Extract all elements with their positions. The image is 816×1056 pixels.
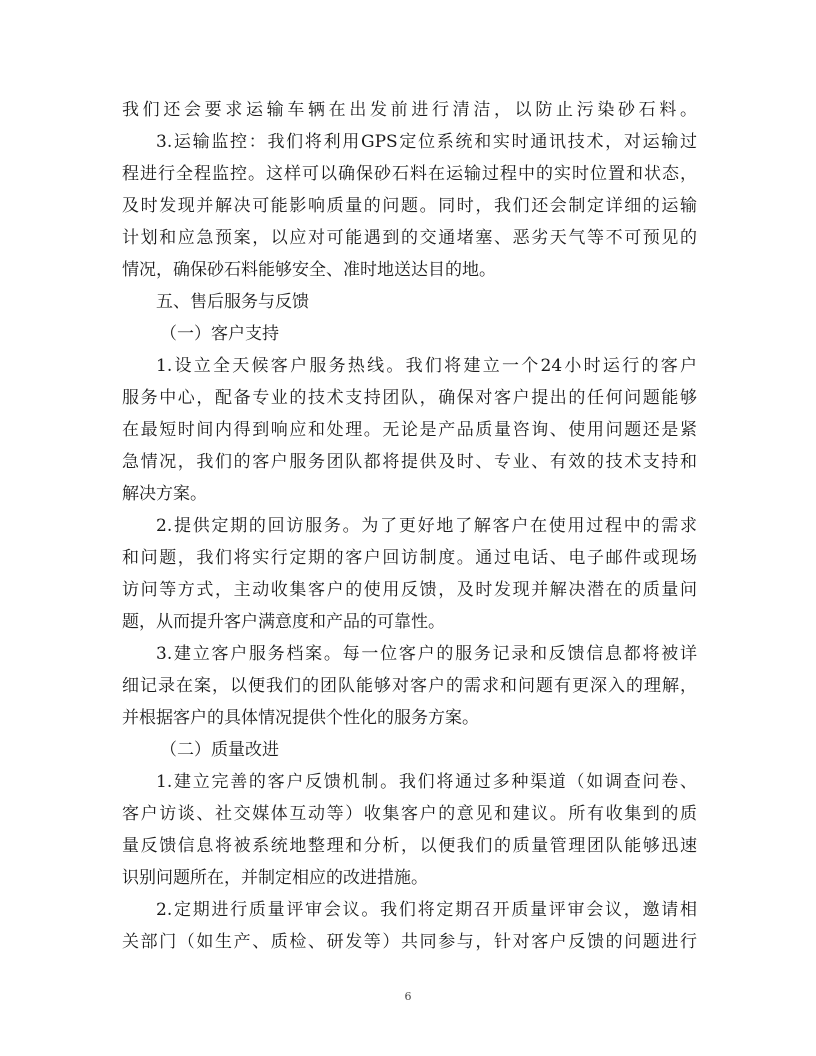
subsection-heading: （一）客户支持 [160,324,279,344]
paragraph-line: 急情况，我们的客户服务团队都将提供及时、专业、有效的技术支持和 [122,452,697,472]
paragraph-line: 并根据客户的具体情况提供个性化的服务方案。 [122,708,479,728]
paragraph-line: 量反馈信息将被系统地整理和分析，以便我们的质量管理团队能够迅速 [122,836,697,856]
subsection-heading: （二）质量改进 [160,740,279,760]
paragraph-line: 程进行全程监控。这样可以确保砂石料在运输过程中的实时位置和状态， [122,164,697,184]
paragraph-line: 细记录在案，以便我们的团队能够对客户的需求和问题有更深入的理解， [122,676,697,696]
paragraph-line: 识别问题所在，并制定相应的改进措施。 [122,868,428,888]
paragraph-line: 及时发现并解决可能影响质量的问题。同时，我们还会制定详细的运输 [122,196,697,216]
paragraph-line: 我们还会要求运输车辆在出发前进行清洁，以防止污染砂石料。 [122,100,697,120]
paragraph-line: 2.定期进行质量评审会议。我们将定期召开质量评审会议，邀请相 [156,900,697,920]
paragraph-line: 解决方案。 [122,484,207,504]
paragraph-line: 访问等方式，主动收集客户的使用反馈，及时发现并解决潜在的质量问 [122,580,697,600]
paragraph-line: 计划和应急预案，以应对可能遇到的交通堵塞、恶劣天气等不可预见的 [122,228,697,248]
paragraph-line: 1.建立完善的客户反馈机制。我们将通过多种渠道（如调查问卷、 [156,772,697,792]
paragraph-line: 在最短时间内得到响应和处理。无论是产品质量咨询、使用问题还是紧 [122,420,697,440]
paragraph-line: 题，从而提升客户满意度和产品的可靠性。 [122,612,445,632]
paragraph-line: 3.运输监控：我们将利用GPS定位系统和实时通讯技术，对运输过 [156,132,697,152]
paragraph-line: 和问题，我们将实行定期的客户回访制度。通过电话、电子邮件或现场 [122,548,697,568]
paragraph-line: 情况，确保砂石料能够安全、准时地送达目的地。 [122,260,496,280]
paragraph-line: 客户访谈、社交媒体互动等）收集客户的意见和建议。所有收集到的质 [122,804,697,824]
paragraph-line: 1.设立全天候客户服务热线。我们将建立一个24小时运行的客户 [156,356,697,376]
section-heading: 五、售后服务与反馈 [156,292,309,312]
paragraph-line: 2.提供定期的回访服务。为了更好地了解客户在使用过程中的需求 [156,516,697,536]
paragraph-line: 3.建立客户服务档案。每一位客户的服务记录和反馈信息都将被详 [156,644,697,664]
paragraph-line: 服务中心，配备专业的技术支持团队，确保对客户提出的任何问题能够 [122,388,697,408]
page-number: 6 [404,990,412,1003]
paragraph-line: 关部门（如生产、质检、研发等）共同参与，针对客户反馈的问题进行 [122,932,697,952]
